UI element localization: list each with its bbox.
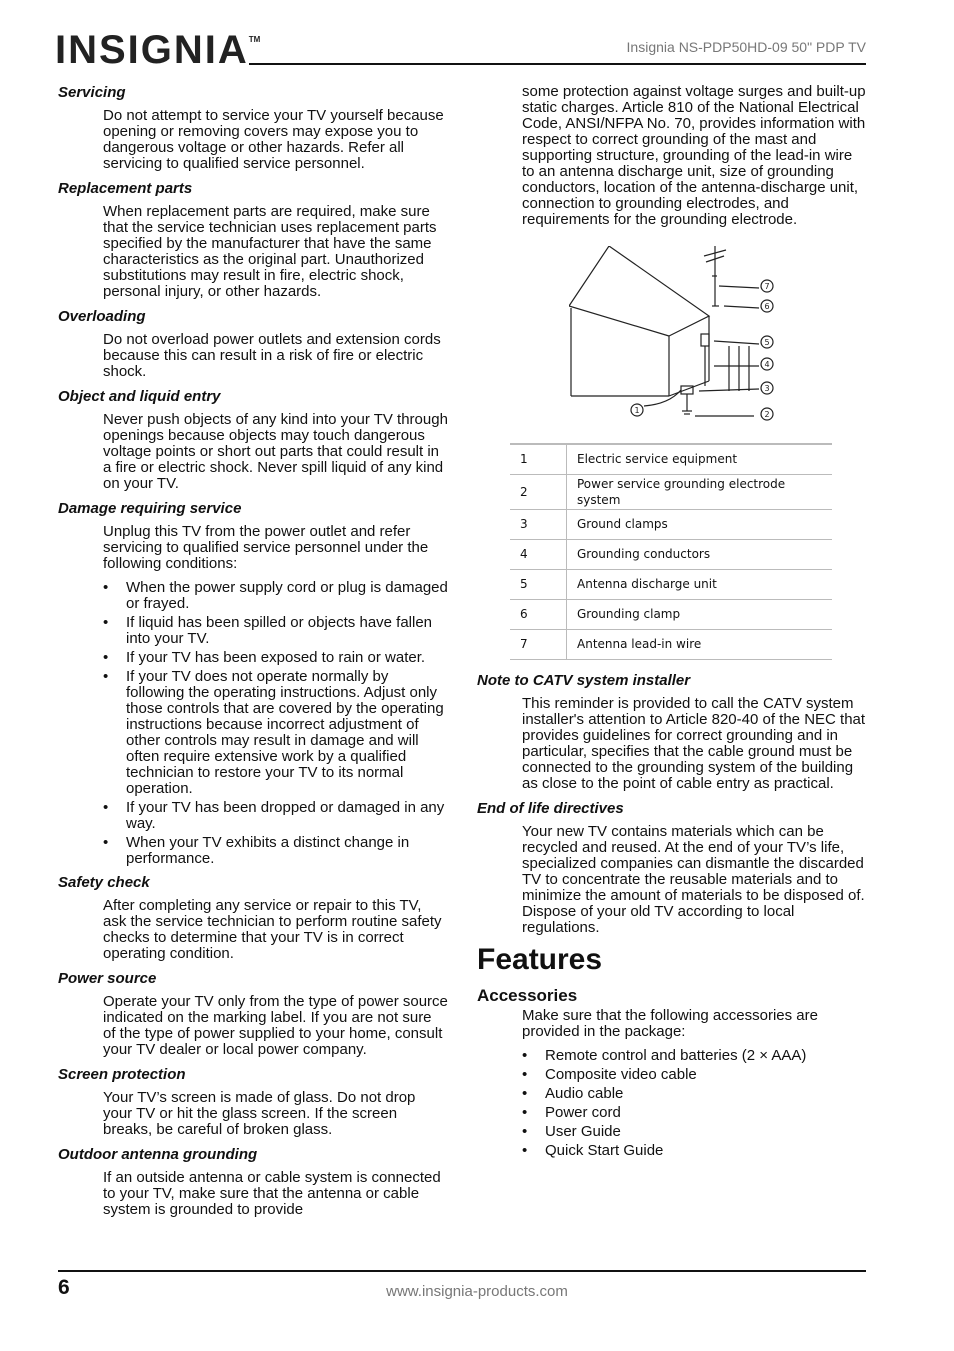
callout-4: 4 <box>764 360 770 369</box>
footer-rule <box>58 1270 866 1272</box>
header-rule <box>249 63 866 65</box>
callout-2: 2 <box>764 410 770 419</box>
features-heading: Features <box>477 942 603 976</box>
table-row: 5 Antenna discharge unit <box>510 569 832 599</box>
legend-table <box>510 443 832 660</box>
callout-6: 6 <box>764 302 770 311</box>
callout-5: 5 <box>764 338 770 347</box>
para-replacement: When replacement parts are required, make sure that the service technician uses replacement parts specified by the manufacturer that have the same characteristics as the original part. Unauthorized substitutions may result in fire, electric shock, personal injury, or other hazards. <box>103 203 437 300</box>
heading-object: Object and liquid entry <box>58 388 221 405</box>
para-power: Operate your TV only from the type of power source indicated on the marking label. If you are not sure of the type of power supplied to your home, consult your TV dealer or local power company. <box>103 993 448 1058</box>
callout-1: 1 <box>634 406 640 415</box>
list-item: • Composite video cable <box>522 1067 867 1083</box>
list-item: • When the power supply cord or plug is damaged or frayed. <box>103 580 448 612</box>
heading-power: Power source <box>58 970 157 987</box>
list-item: • Power cord <box>522 1105 867 1121</box>
damage-list <box>103 580 448 867</box>
list-item: • User Guide <box>522 1124 867 1140</box>
heading-replacement: Replacement parts <box>58 180 193 197</box>
para-object: Never push objects of any kind into your TV through openings because objects may touch dangerous voltage points or short out parts that could result in a fire or electric shock. Never spill liquid of any kind on your TV. <box>103 411 448 492</box>
heading-antenna: Outdoor antenna grounding <box>58 1146 258 1163</box>
header-title: Insignia NS-PDP50HD-09 50" PDP TV <box>626 39 866 55</box>
left-column <box>58 84 448 1226</box>
heading-overloading: Overloading <box>58 308 146 325</box>
para-antenna: If an outside antenna or cable system is connected to your TV, make sure that the antenna or cable system is grounded to provide <box>103 1169 441 1218</box>
heading-catv: Note to CATV system installer <box>477 671 691 689</box>
list-item: • Remote control and batteries (2 × AAA) <box>522 1048 867 1064</box>
right-column <box>477 84 867 1166</box>
list-item: • Audio cable <box>522 1086 867 1102</box>
list-item: • If your TV has been exposed to rain or water. <box>103 650 448 666</box>
callout-3: 3 <box>764 384 770 393</box>
heading-servicing: Servicing <box>58 84 126 101</box>
table-row: 7 Antenna lead-in wire <box>510 629 832 659</box>
callout-7: 7 <box>764 282 770 291</box>
table-row: 1 Electric service equipment <box>510 444 832 474</box>
heading-safety: Safety check <box>58 874 150 891</box>
list-item: • If liquid has been spilled or objects have fallen into your TV. <box>103 615 448 647</box>
insignia-logo: INSIGNIA™ <box>55 28 261 72</box>
para-catv: This reminder is provided to call the CATV system installer's attention to Article 820-40 of the NEC that provides guidelines for correct grounding and in particular, specifies that the cable ground must be connected to the grounding system of the building as close to the point of cable entry as practical. <box>522 694 866 792</box>
footer-url[interactable]: www.insignia-products.com <box>386 1283 568 1300</box>
para-servicing: Do not attempt to service your TV yourself because opening or removing covers may expose you to dangerous voltage or other hazards. Refer all servicing to qualified service personnel. <box>103 107 444 172</box>
para-overloading: Do not overload power outlets and extension cords because this can result in a risk of fire or electric shock. <box>103 331 441 380</box>
para-antenna-cont: some protection against voltage surges and built-up static charges. Article 810 of the National Electrical Code, ANSI/NFPA No. 70, provides information with respect to correct grounding of the mast and supporting structure, grounding of the lead-in wire to an antenna discharge unit, size of grounding conductors, location of the antenna-discharge unit, connection to grounding electrodes, and requirements for the grounding electrode. <box>522 83 866 228</box>
page-number: 6 <box>58 1276 70 1299</box>
antenna-grounding-diagram <box>569 246 789 431</box>
heading-damage: Damage requiring service <box>58 500 242 517</box>
para-screen: Your TV’s screen is made of glass. Do not drop your TV or hit the glass screen. If the screen breaks, be careful of broken glass. <box>103 1089 416 1138</box>
table-row: 2 Power service grounding electrode system <box>510 474 832 509</box>
table-row: 3 Ground clamps <box>510 509 832 539</box>
para-accessories: Make sure that the following accessories are provided in the package: <box>522 1006 818 1040</box>
table-row: 6 Grounding clamp <box>510 599 832 629</box>
list-item: • If your TV has been dropped or damaged in any way. <box>103 800 448 832</box>
list-item: • Quick Start Guide <box>522 1143 867 1159</box>
heading-eol: End of life directives <box>477 799 624 817</box>
para-safety: After completing any service or repair to this TV, ask the service technician to perform routine safety checks to determine that your TV is in correct operating condition. <box>103 897 442 962</box>
list-item: • If your TV does not operate normally by following the operating instructions. Adjust only those controls that are covered by the operating instructions because incorrect adjustment of other controls may result in damage and will often require extensive work by a qualified technician to restore your TV to its normal operation. <box>103 669 448 797</box>
table-row: 4 Grounding conductors <box>510 539 832 569</box>
para-damage: Unplug this TV from the power outlet and refer servicing to qualified service personnel under the following conditions: <box>103 523 429 572</box>
accessories-list <box>522 1048 867 1159</box>
accessories-heading: Accessories <box>477 985 578 1005</box>
para-eol: Your new TV contains materials which can be recycled and reused. At the end of your TV’s life, specialized companies can dismantle the discarded TV to concentrate the reusable materials and to minimize the amount of materials to be disposed of. Dispose of your old TV according to local regulations. <box>522 822 865 936</box>
heading-screen: Screen protection <box>58 1066 186 1083</box>
list-item: • When your TV exhibits a distinct change in performance. <box>103 835 448 867</box>
